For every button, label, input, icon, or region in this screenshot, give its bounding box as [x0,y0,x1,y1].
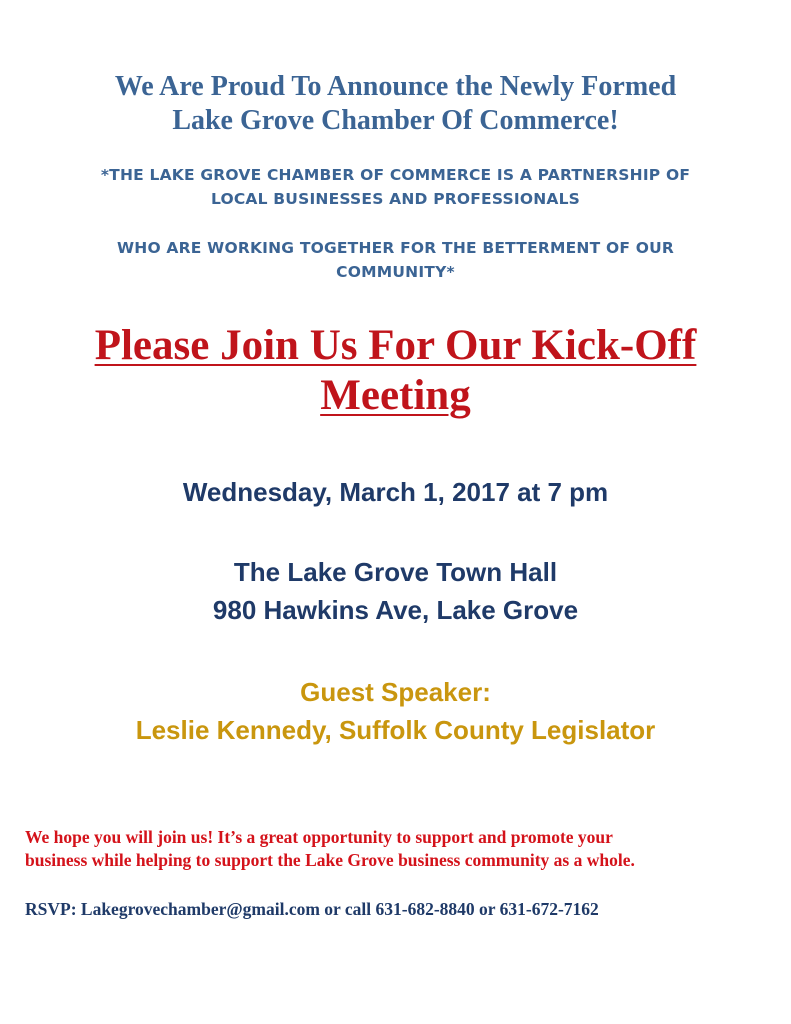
chamber-description-2 [40,236,751,284]
chamber-description-1 [40,163,751,211]
rsvp-info: RSVP: Lakegrovechamber@gmail.com or call 631-682-8840 or 631-672-7162 [25,899,599,919]
event-address: 980 Hawkins Ave, Lake Grove [212,595,579,625]
announcement-line-1: We Are Proud To Announce the Newly Formed [114,71,677,102]
closing-line-1: We hope you will join us! It’s a great opportunity to support and promote your [25,827,613,847]
speaker-name: Leslie Kennedy, Suffolk County Legislator [135,715,656,745]
closing-message [25,826,785,872]
event-location [0,553,791,629]
description-line-1: *THE LAKE GROVE CHAMBER OF COMMERCE IS A PARTNERSHIP OF [100,166,691,184]
invitation-line-2: Meeting [320,372,471,419]
announcement-line-2: Lake Grove Chamber Of Commerce! [172,105,619,136]
closing-line-2: business while helping to support the Lake Grove business community as a whole. [25,850,635,870]
kickoff-invitation [20,321,771,421]
guest-speaker [0,673,791,749]
description-line-2: LOCAL BUSINESSES AND PROFESSIONALS [210,190,581,208]
description-line-3: WHO ARE WORKING TOGETHER FOR THE BETTERMENT OF OUR [116,239,675,257]
event-venue: The Lake Grove Town Hall [233,557,558,587]
invitation-line-1: Please Join Us For Our Kick-Off [94,322,697,369]
announcement-heading [0,70,791,138]
event-datetime: Wednesday, March 1, 2017 at 7 pm [182,477,609,507]
speaker-label: Guest Speaker: [300,677,491,707]
description-line-4: COMMUNITY* [336,263,455,281]
